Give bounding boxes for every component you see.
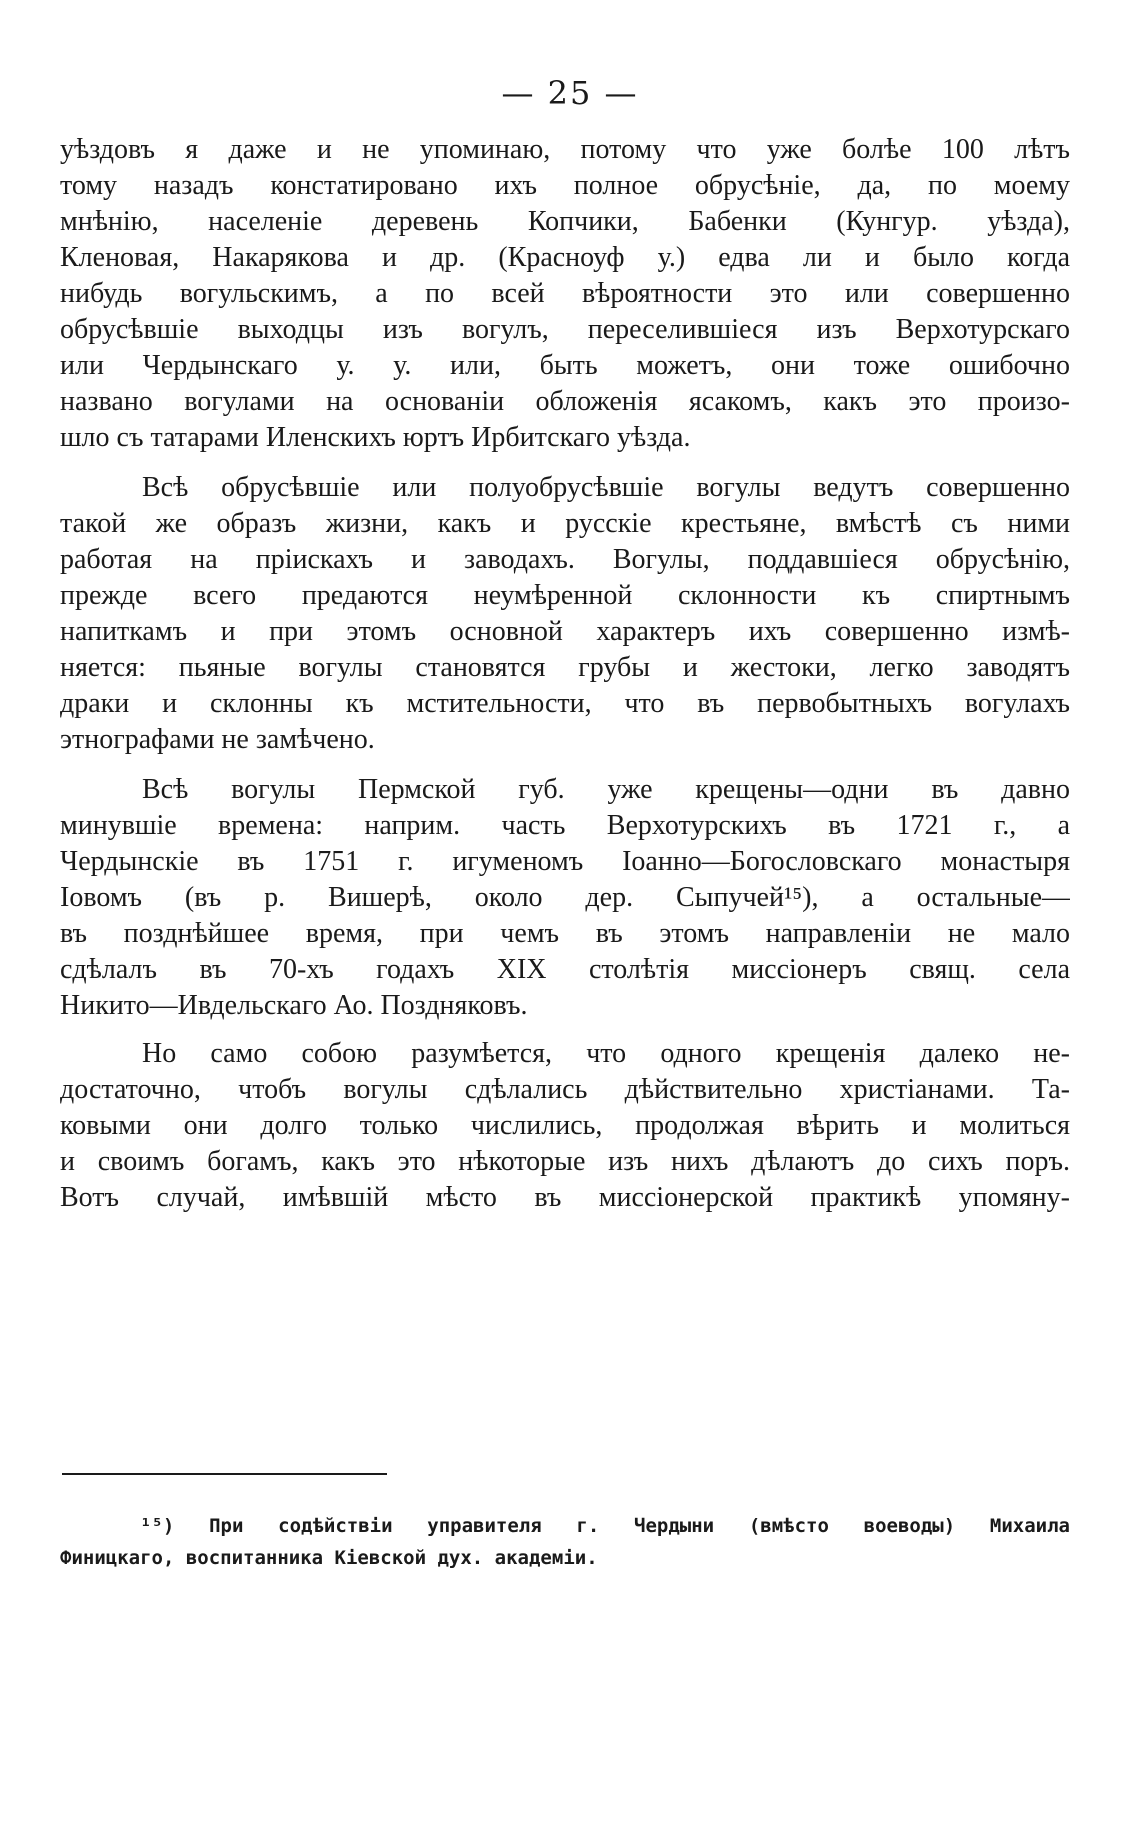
paragraph-1 xyxy=(60,132,1070,456)
text-line: Но само собою разумѣется, что одного крещенія далеко не- xyxy=(142,1038,1070,1069)
text-line: прежде всего предаются неумѣренной склонности къ спиртнымъ xyxy=(60,580,1070,611)
text-line: Всѣ вогулы Пермской губ. уже крещены—одни въ давно xyxy=(142,774,1070,805)
text-line: или Чердынскаго у. у. или, быть можетъ, они тоже ошибочно xyxy=(60,350,1070,381)
text-line: названо вогулами на основаніи обложенія ясакомъ, какъ это произо- xyxy=(60,386,1070,417)
text-line: обрусѣвшіе выходцы изъ вогулъ, переселившіеся изъ Верхотурскаго xyxy=(60,314,1070,345)
text-line: минувшіе времена: наприм. часть Верхотурскихъ въ 1721 г., а xyxy=(60,810,1070,841)
footnote-line: ¹⁵) При содѣйствіи управителя г. Чердыни (вмѣсто воеводы) Михаила xyxy=(140,1515,1070,1537)
text-line: няется: пьяные вогулы становятся грубы и жестоки, легко заводятъ xyxy=(60,652,1070,683)
footnote-separator xyxy=(62,1473,387,1475)
text-line: Всѣ обрусѣвшіе или полуобрусѣвшіе вогулы ведутъ совершенно xyxy=(142,472,1070,503)
text-line: работая на пріискахъ и заводахъ. Вогулы, поддавшіеся обрусѣнію, xyxy=(60,544,1070,575)
paragraph-2 xyxy=(60,470,1070,758)
text-line: Іовомъ (въ р. Вишерѣ, около дер. Сыпучей¹⁵), а остальные— xyxy=(60,882,1070,913)
text-line: Кленовая, Накарякова и др. (Красноуф у.) едва ли и было когда xyxy=(60,242,1070,273)
text-line: Никито—Ивдельскаго Ао. Поздняковъ. xyxy=(60,990,528,1021)
text-line: Чердынскіе въ 1751 г. игуменомъ Іоанно—Богословскаго монастыря xyxy=(60,846,1070,877)
text-line: тому назадъ констатировано ихъ полное обрусѣніе, да, по моему xyxy=(60,170,1070,201)
text-line: нибудь вогульскимъ, а по всей вѣроятности это или совершенно xyxy=(60,278,1070,309)
text-line: сдѣлалъ въ 70-хъ годахъ XIX столѣтія миссіонеръ свящ. села xyxy=(60,954,1070,985)
footnote xyxy=(60,1510,1070,1574)
paragraph-4 xyxy=(60,1036,1070,1216)
text-line: этнографами не замѣчено. xyxy=(60,724,375,755)
text-line: мнѣнію, населеніе деревень Копчики, Бабенки (Кунгур. уѣзда), xyxy=(60,206,1070,237)
paragraph-3 xyxy=(60,772,1070,1024)
text-line: напиткамъ и при этомъ основной характеръ ихъ совершенно измѣ- xyxy=(60,616,1070,647)
page-number: — 25 — xyxy=(501,74,639,112)
text-line: шло съ татарами Иленскихъ юртъ Ирбитскаго уѣзда. xyxy=(60,422,691,453)
text-line: ковыми они долго только числились, продолжая вѣрить и молиться xyxy=(60,1110,1070,1141)
footnote-line: Финицкаго, воспитанника Кіевской дух. академіи. xyxy=(60,1547,598,1569)
text-line: уѣздовъ я даже и не упоминаю, потому что уже болѣе 100 лѣтъ xyxy=(60,134,1070,165)
text-line: такой же образъ жизни, какъ и русскіе крестьяне, вмѣстѣ съ ними xyxy=(60,508,1070,539)
text-line: въ позднѣйшее время, при чемъ въ этомъ направленіи не мало xyxy=(60,918,1070,949)
text-line: Вотъ случай, имѣвшій мѣсто въ миссіонерской практикѣ упомяну- xyxy=(60,1182,1070,1213)
text-line: и своимъ богамъ, какъ это нѣкоторые изъ нихъ дѣлаютъ до сихъ поръ. xyxy=(60,1146,1070,1177)
text-line: достаточно, чтобъ вогулы сдѣлались дѣйствительно христіанами. Та- xyxy=(60,1074,1070,1105)
text-line: драки и склонны къ мстительности, что въ первобытныхъ вогулахъ xyxy=(60,688,1070,719)
